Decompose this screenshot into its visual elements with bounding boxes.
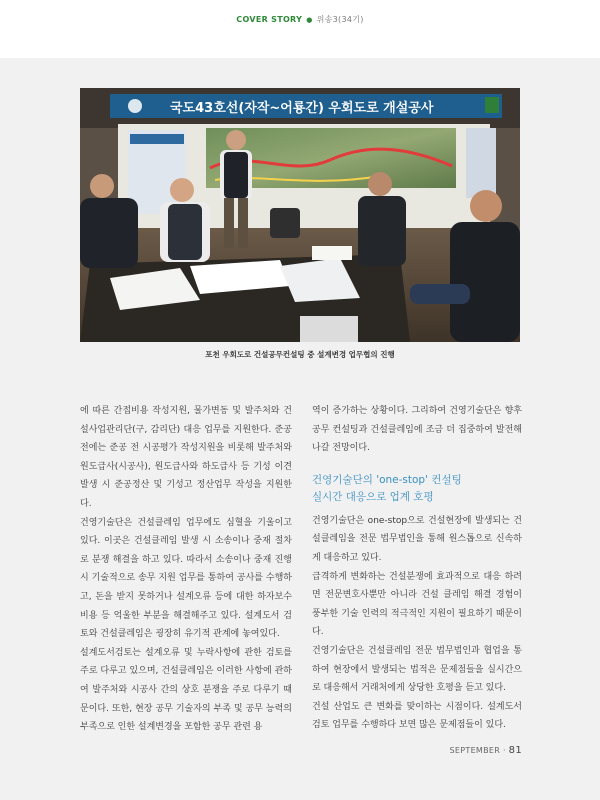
- left-paragraph-3: 설계도서검토는 설계오류 및 누락사항에 관한 검토를 주로 다루고 있으며, 건설클레임은 이러한 사항에 관하여 발주처와 시공사 간의 상호 분쟁을 주로 다루기 때문이다. 또한, 현장 공무 기술자의 부족 및 공무 능력의 부족으로 인한 설계변경을 포함한 공무 관련 용: [80, 647, 292, 733]
- right-paragraph-2: 급격하게 변화하는 건설분쟁에 효과적으로 대응 하려면 전문변호사뿐만 아니라 건설 클레임 해결 경험이 풍부한 기술 인력의 적극적인 지원이 필요하기 때문이다.: [312, 571, 522, 638]
- page-header: [0, 0, 600, 58]
- article-column-left: [80, 402, 292, 737]
- heading-line-2: 실시간 대응으로 업계 호평: [312, 490, 434, 503]
- section-heading: [312, 472, 522, 506]
- meeting-photo-illustration: [80, 88, 520, 342]
- page-footer: SEPTEMBER · 81: [449, 745, 522, 756]
- article-column-right: [312, 402, 522, 735]
- footer-month: SEPTEMBER: [449, 746, 501, 755]
- section-label: COVER STORY: [236, 15, 303, 24]
- heading-line-1: 건영기술단의 'one-stop' 컨설팅: [312, 473, 462, 486]
- left-paragraph-2: 건영기술단은 건설클레임 업무에도 심혈을 기울이고 있다. 이곳은 건설클레임 발생 시 소송이나 중재 절차로 분쟁 해결을 하고 있다. 따라서 소송이나 중재 진행 시 기술적으로 송무 지원 업무를 통하여 공사를 수행하고, 돈을 받지 못하거나 설계오류 등에 대한 하자보수비용 등 억울한 부분을 해결해주고 있다. 설계도서 검토와 건설클레임은 굉장히 유기적 관계에 놓여있다.: [80, 517, 292, 640]
- section-subtitle: 위송3(34기): [316, 15, 364, 24]
- page-number: 81: [508, 745, 522, 756]
- meeting-photo: [80, 88, 520, 342]
- bullet-dot-icon: ●: [306, 16, 313, 24]
- banner-title: 국도43호선(자작~어룡간) 우회도로 개설공사: [170, 101, 434, 116]
- photo-caption: 포천 우회도로 건설공무컨설팅 중 설계변경 업무협의 진행: [205, 350, 395, 359]
- left-paragraph-1: 에 따른 간접비용 작성지원, 물가변동 및 발주처와 건설사업관리단(구, 감리단) 대응 업무를 지원한다. 준공 전에는 준공 전 시공평가 작성지원을 비롯해 발주처와 원도급사(시공사), 원도급사와 하도급사 등 기성 이견 발생 시 준공정산 및 기성고 정산업무 작성을 지원한다.: [80, 406, 292, 509]
- right-paragraph-1: 건영기술단은 one-stop으로 건설현장에 발생되는 건설클레임을 전문 법무법인을 통해 원스톱으로 신속하게 대응하고 있다.: [312, 515, 522, 563]
- right-intro: 역이 증가하는 상황이다. 그리하여 건영기술단은 향후 공무 컨설팅과 건설클레임에 조금 더 집중하여 발전해 나갈 전망이다.: [312, 406, 522, 454]
- header-line: [0, 14, 600, 25]
- right-paragraph-4: 건설 산업도 큰 변화를 맞이하는 시점이다. 설계도서 검토 업무를 수행하다 보면 많은 문제점들이 있다.: [312, 701, 522, 731]
- right-paragraph-3: 건영기술단은 건설클레임 전문 법무법인과 협업을 통하여 현장에서 발생되는 법적은 문제점들을 실시간으로 대응해서 거래처에게 상당한 호평을 듣고 있다.: [312, 645, 522, 694]
